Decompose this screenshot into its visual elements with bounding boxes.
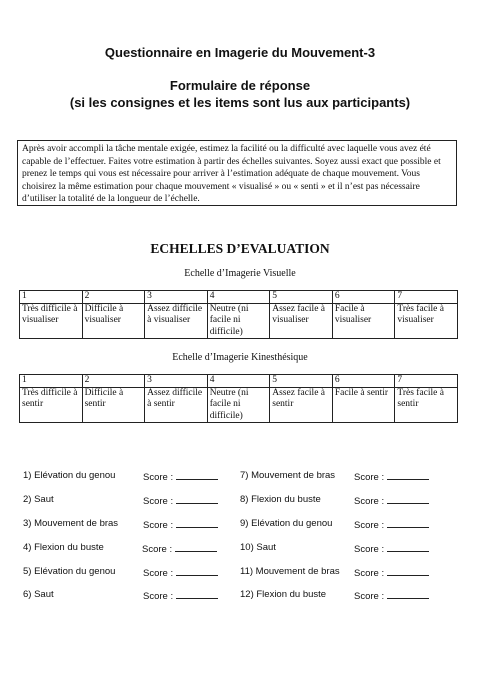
score-blank[interactable] (387, 470, 429, 480)
scale-label: Assez facile à visualiser (270, 303, 333, 339)
score-label: Score : (143, 472, 174, 483)
score-blank[interactable] (387, 494, 429, 504)
scale-number: 1 (20, 375, 83, 388)
scale-label: Très difficile à sentir (20, 387, 83, 423)
scale-label: Neutre (ni facile ni difficile) (207, 387, 270, 423)
scale-label: Assez facile à sentir (270, 387, 333, 423)
score-label: Score : (143, 568, 174, 579)
scale-label: Très facile à visualiser (395, 303, 458, 339)
score-label: Score : (354, 591, 385, 602)
instructions-box: Après avoir accompli la tâche mentale exigée, estimez la facilité ou la difficulté avec laquelle vous avez été capable de l’effectuer. Faites votre estimation à partir des échelles suivantes. Soyez aussi exact que possible et prenez le temps qui vous est nécessaire pour arriver à l’estimation adéquate de chaque mouvement. Vous choisirez la même estimation pour chaque mouvement « visualisé » ou « senti » et il n’est pas nécessaire d’utiliser la totalité de la longueur de l’échelle. (17, 140, 457, 206)
item-label: 12) Flexion du buste (240, 589, 327, 600)
score-blank[interactable] (176, 518, 218, 528)
item-label: 2) Saut (23, 494, 54, 505)
score-field[interactable] (354, 494, 429, 507)
scale-number: 6 (332, 291, 395, 304)
scale-number: 1 (20, 291, 83, 304)
scale-label: Difficile à visualiser (82, 303, 145, 339)
item-label: 5) Elévation du genou (23, 566, 116, 577)
item-label: 8) Flexion du buste (240, 494, 321, 505)
score-label: Score : (354, 520, 385, 531)
score-field[interactable] (143, 566, 218, 579)
score-field[interactable] (354, 589, 429, 602)
score-blank[interactable] (387, 566, 429, 576)
scale-label: Facile à visualiser (332, 303, 395, 339)
scale-number: 5 (270, 375, 333, 388)
score-label: Score : (354, 568, 385, 579)
score-blank[interactable] (175, 542, 217, 552)
scale-label: Très facile à sentir (395, 387, 458, 423)
item-label: 3) Mouvement de bras (23, 518, 119, 529)
score-label: Score : (354, 544, 385, 555)
scales-heading: ECHELLES D’EVALUATION (150, 241, 330, 256)
score-field[interactable] (354, 518, 429, 531)
score-label: Score : (143, 591, 174, 602)
scale-number: 5 (270, 291, 333, 304)
scale-label: Assez difficile à visualiser (145, 303, 208, 339)
scale-label: Facile à sentir (332, 387, 395, 423)
scale-number: 2 (82, 375, 145, 388)
score-field[interactable] (143, 589, 218, 602)
scale-number: 4 (207, 291, 270, 304)
scale-number: 2 (82, 291, 145, 304)
score-blank[interactable] (387, 518, 429, 528)
score-field[interactable] (143, 470, 218, 483)
item-label: 7) Mouvement de bras (240, 470, 336, 481)
score-label: Score : (354, 472, 385, 483)
scale-number: 3 (145, 291, 208, 304)
score-blank[interactable] (176, 494, 218, 504)
scale-number: 6 (332, 375, 395, 388)
score-blank[interactable] (176, 589, 218, 599)
form-title: Formulaire de réponse (169, 78, 311, 93)
scale-label: Difficile à sentir (82, 387, 145, 423)
score-field[interactable] (354, 470, 429, 483)
scale-number: 7 (395, 375, 458, 388)
score-field[interactable] (143, 518, 218, 531)
score-field[interactable] (142, 542, 217, 555)
form-subtitle: (si les consignes et les items sont lus aux participants) (69, 95, 411, 110)
score-blank[interactable] (387, 542, 429, 552)
score-label: Score : (143, 496, 174, 507)
kinesthetic-scale-table (19, 374, 458, 423)
scale-number: 4 (207, 375, 270, 388)
scale-label: Très difficile à visualiser (20, 303, 83, 339)
item-label: 1) Elévation du genou (23, 470, 116, 481)
score-blank[interactable] (176, 470, 218, 480)
scale-label: Neutre (ni facile ni difficile) (207, 303, 270, 339)
visual-scale-name: Echelle d’Imagerie Visuelle (184, 268, 296, 279)
scale-number: 7 (395, 291, 458, 304)
score-blank[interactable] (387, 589, 429, 599)
score-blank[interactable] (176, 566, 218, 576)
score-field[interactable] (143, 494, 218, 507)
score-label: Score : (142, 544, 173, 555)
questionnaire-title: Questionnaire en Imagerie du Mouvement-3 (104, 45, 376, 60)
score-label: Score : (143, 520, 174, 531)
kinesthetic-scale-name: Echelle d’Imagerie Kinesthésique (172, 352, 308, 363)
item-label: 6) Saut (23, 589, 54, 600)
score-field[interactable] (354, 542, 429, 555)
item-label: 9) Elévation du genou (240, 518, 333, 529)
score-label: Score : (354, 496, 385, 507)
item-label: 4) Flexion du buste (23, 542, 104, 553)
scale-label: Assez difficile à sentir (145, 387, 208, 423)
visual-scale-table (19, 290, 458, 339)
score-field[interactable] (354, 566, 429, 579)
item-label: 10) Saut (240, 542, 276, 553)
item-label: 11) Mouvement de bras (240, 566, 340, 577)
scale-number: 3 (145, 375, 208, 388)
